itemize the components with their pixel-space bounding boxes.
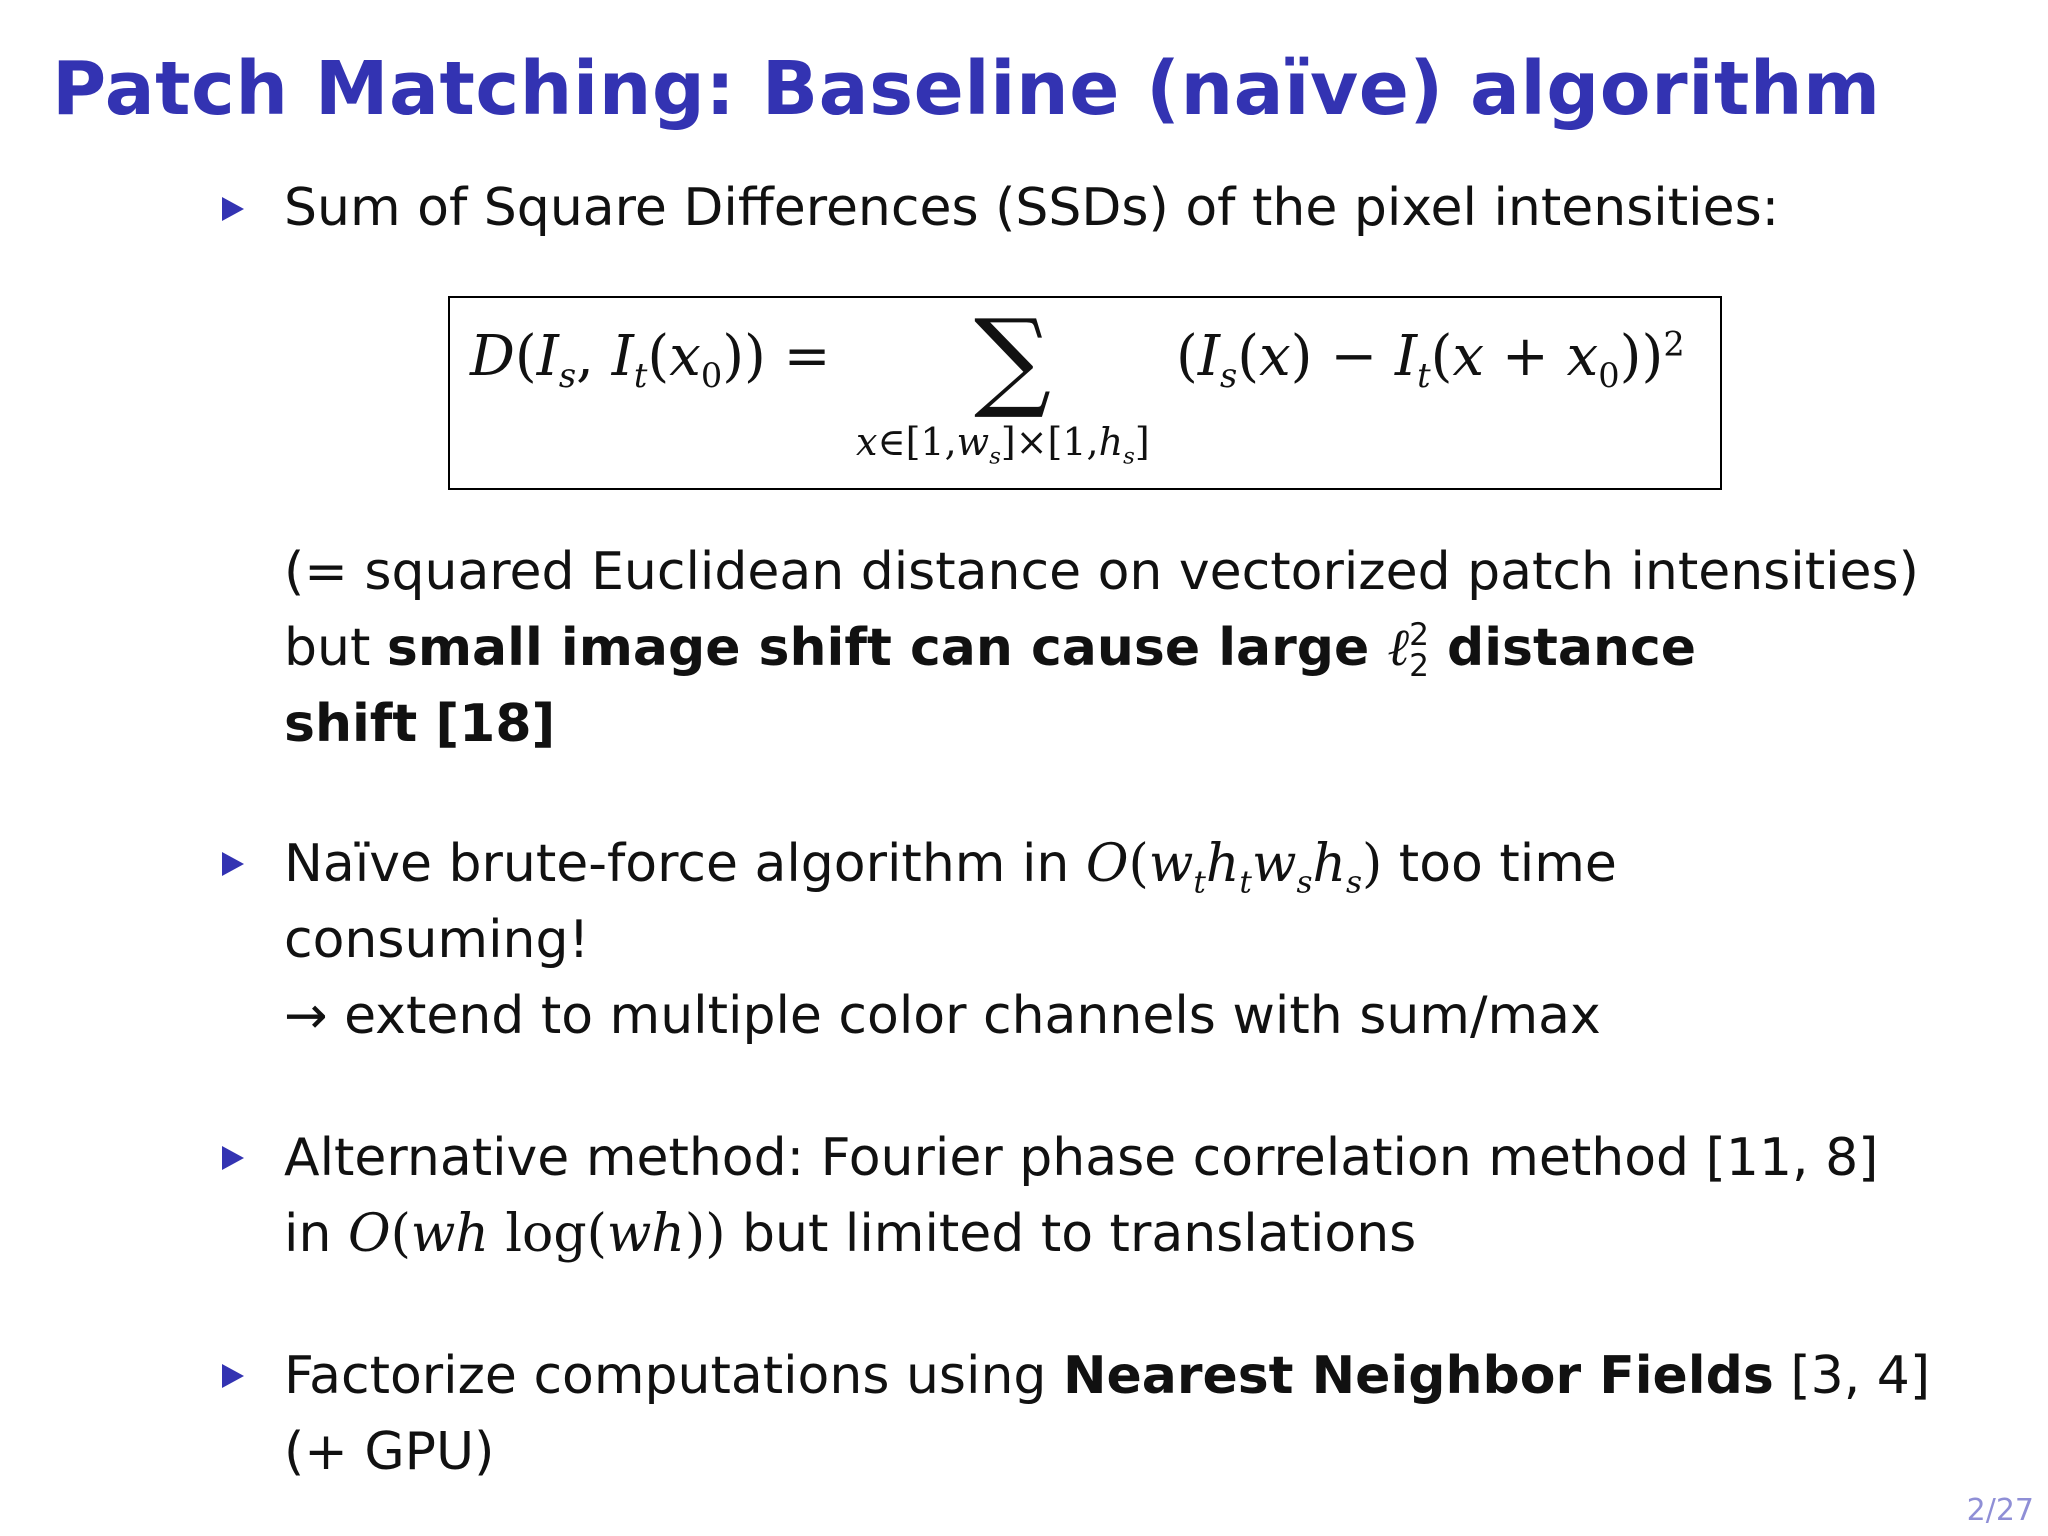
bullet-marker — [222, 1146, 244, 1170]
bullet-marker — [222, 197, 244, 221]
bullet-1-text: Sum of Square Differences (SSDs) of the pixel intensities: — [284, 178, 1780, 238]
bullet-marker — [222, 852, 244, 876]
bullet-2-line-1: Naïve brute-force algorithm in $O(w_th_tw_sh_s)$ too time — [284, 834, 1617, 901]
bullet-4-line-2: (+ GPU) — [284, 1422, 495, 1482]
note-line-3: shift [18] — [284, 694, 556, 754]
bullet-4-line-1: Factorize computations using Nearest Neighbor Fields [3, 4] — [284, 1346, 1931, 1406]
page-number: 2/27 — [1966, 1493, 2034, 1528]
bullet-marker — [222, 1364, 244, 1388]
bullet-2-line-3: → extend to multiple color channels with sum/max — [284, 986, 1601, 1046]
bullet-2-line-2: consuming! — [284, 910, 590, 970]
formula-lhs: $D(I_s$, $I_t(x_0)$) = — [470, 324, 831, 396]
note-line-1: (= squared Euclidean distance on vectorized patch intensities) — [284, 542, 1919, 602]
summation-symbol: ∑ — [974, 297, 1052, 422]
formula-rhs: $(I_s(x) - I_t(x + x_0))^2$ — [1176, 324, 1685, 396]
slide-title: Patch Matching: Baseline (naïve) algorithm — [52, 46, 1881, 132]
bullet-3-line-1: Alternative method: Fourier phase correlation method [11, 8] — [284, 1128, 1879, 1188]
summation-range: $x\in[1,w_s]\times[1,h_s]$ — [856, 420, 1150, 470]
note-line-2: but small image shift can cause large ℓ 2 2 distance — [284, 616, 1697, 684]
bullet-3-line-2: in O(wh log(wh)) but limited to translations — [284, 1204, 1417, 1264]
